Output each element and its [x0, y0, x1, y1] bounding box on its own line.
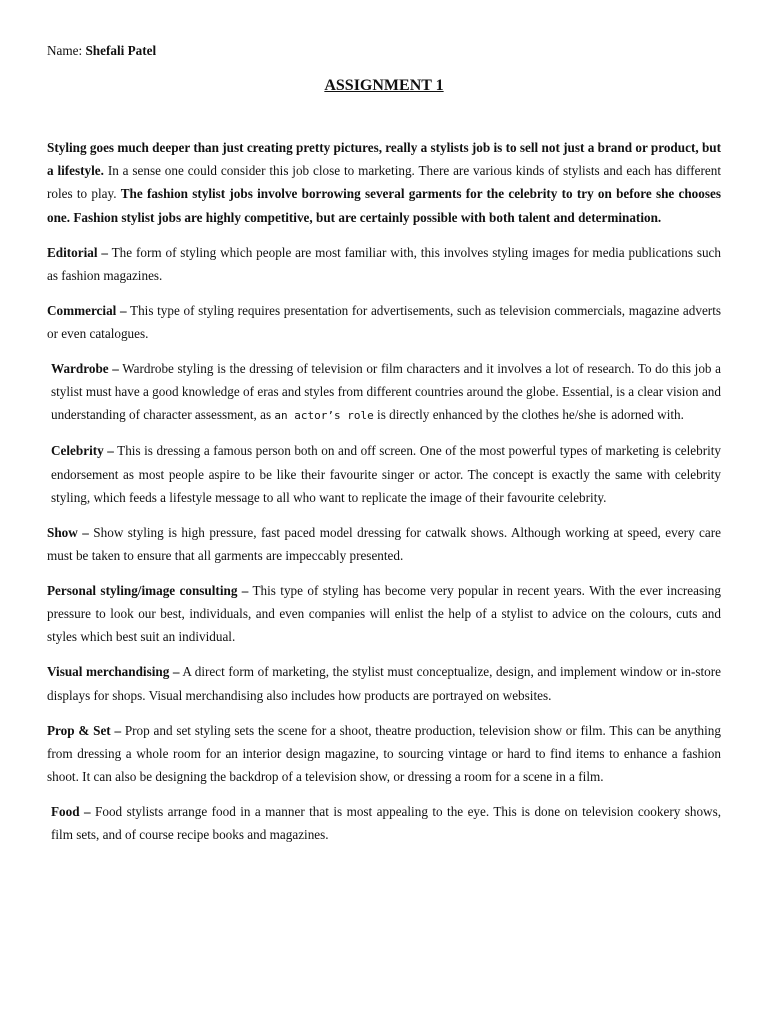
paragraph-editorial	[47, 241, 721, 287]
intro-bold-1: Styling goes much deeper than just creating pretty pictures, really a stylists job is to sell not just a brand or product, but a lifestyle.	[47, 140, 721, 179]
text-wardrobe-b: is directly enhanced by the clothes he/she is adorned with.	[373, 407, 684, 423]
text-commercial: This type of styling requires presentation for advertisements, such as television commercials, magazine adverts or even catalogues.	[47, 302, 721, 342]
paragraph-commercial	[47, 299, 721, 345]
paragraph-prop-set	[47, 719, 721, 789]
text-personal-styling: This type of styling has become very popular in recent years. With the ever increasing pressure to look our best, individuals, and even companies will enlist the help of a stylist to advice on the colours, cuts and styles which best suit an individual.	[47, 583, 721, 645]
term-wardrobe: Wardrobe –	[51, 361, 119, 377]
term-personal-styling: Personal styling/image consulting –	[47, 583, 249, 599]
text-food: Food stylists arrange food in a manner that is most appealing to the eye. This is done on television cookery shows, film sets, and of course recipe books and magazines.	[51, 804, 721, 843]
term-commercial: Commercial –	[47, 302, 127, 318]
paragraph-visual-merchandising	[47, 660, 721, 706]
document-body	[47, 136, 721, 846]
name-label: Name:	[47, 43, 86, 58]
term-prop-set: Prop & Set –	[47, 722, 122, 738]
paragraph-celebrity	[47, 439, 721, 509]
term-visual-merchandising: Visual merchandising –	[47, 664, 180, 680]
student-name-line	[47, 42, 156, 60]
text-visual-merchandising: A direct form of marketing, the stylist must conceptualize, design, and implement window or in-store displays for shops. Visual merchandising also includes how products are portrayed on websites.	[47, 664, 721, 703]
term-editorial: Editorial –	[47, 244, 109, 260]
term-celebrity: Celebrity –	[51, 443, 114, 459]
text-show: Show styling is high pressure, fast paced model dressing for catwalk shows. Although working at speed, every care must be taken to ensure that all garments are impeccably presented.	[47, 524, 721, 564]
paragraph-wardrobe	[47, 357, 721, 428]
paragraph-personal-styling	[47, 579, 721, 649]
term-show: Show –	[47, 524, 89, 540]
text-wardrobe-a: Wardrobe styling is the dressing of television or film characters and it involves a lot of research. To do this job a stylist must have a good knowledge of eras and styles from different countries around the globe. Essential, is a clear vision and understanding of character assessment, as	[51, 361, 721, 423]
term-food: Food –	[51, 804, 91, 820]
intro-paragraph	[47, 136, 721, 229]
text-editorial: The form of styling which people are most familiar with, this involves styling images for media publications such as fashion magazines.	[47, 244, 721, 283]
intro-text: In a sense one could consider this job close to marketing. There are various kinds of stylists and each has different roles to play.	[47, 163, 721, 202]
text-wardrobe-mono: an actor’s role	[274, 409, 374, 423]
text-celebrity: This is dressing a famous person both on and off screen. One of the most powerful types of marketing is celebrity endorsement as most people aspire to be like their favourite singer or actor. The concept is exactly the same with celebrity styling, which feeds a lifestyle message to all who want to replicate the image of their favourite celebrity.	[51, 443, 722, 505]
paragraph-food	[47, 800, 721, 846]
intro-bold-2: The fashion stylist jobs involve borrowing several garments for the celebrity to try on before she chooses one. Fashion stylist jobs are highly competitive, but are certainly possible with both talent and determination.	[47, 186, 721, 225]
paragraph-show	[47, 521, 721, 567]
assignment-title: ASSIGNMENT 1	[324, 77, 444, 94]
student-name: Shefali Patel	[85, 43, 157, 58]
text-prop-set: Prop and set styling sets the scene for a shoot, theatre production, television show or film. This can be anything from dressing a whole room for an interior design magazine, to sourcing vintage or hard to find items to enhance a fashion shoot. It can also be designing the backdrop of a television show, or dressing a room for a scene in a film.	[47, 722, 721, 785]
